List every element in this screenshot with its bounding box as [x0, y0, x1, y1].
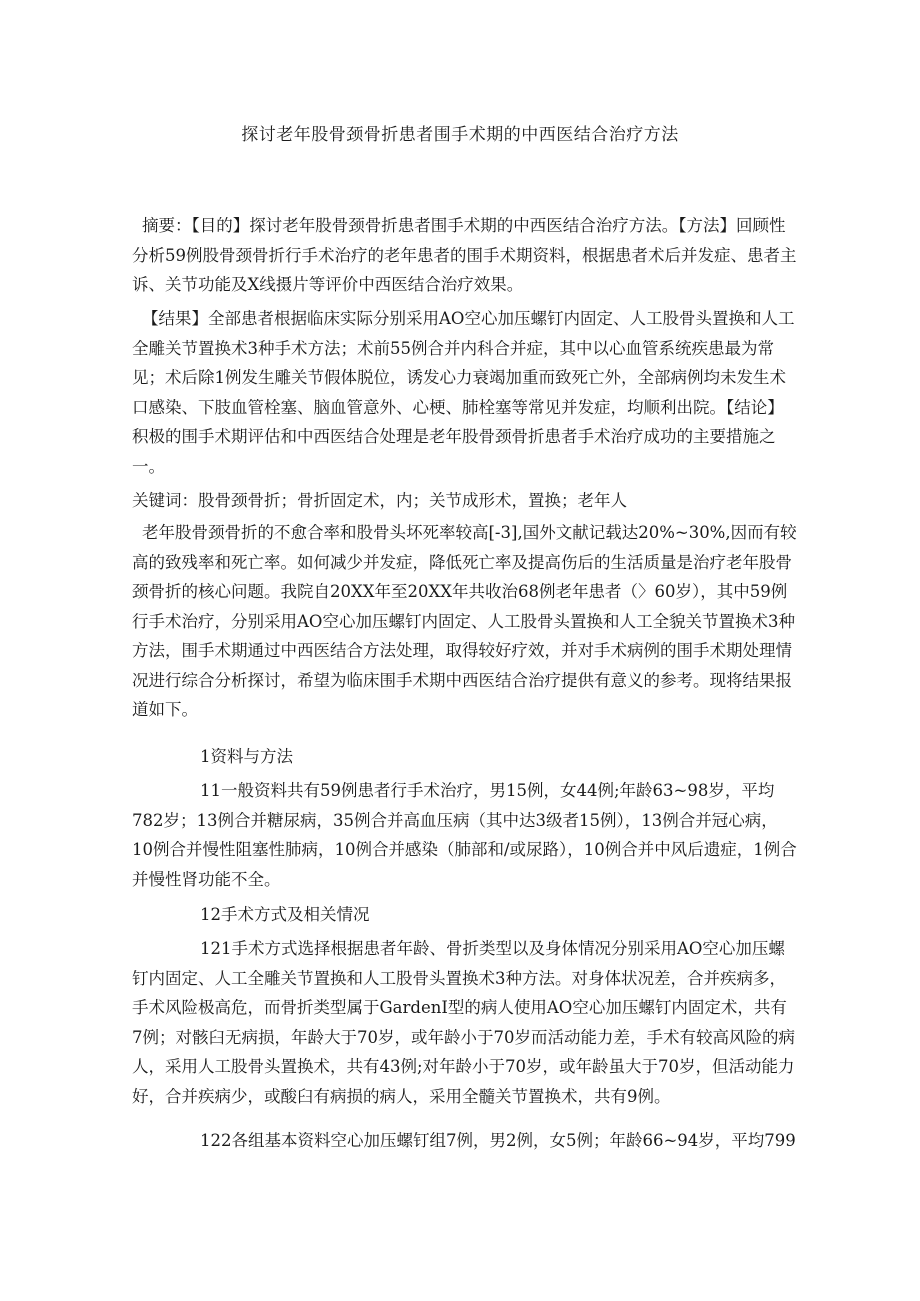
paper-title: 探讨老年股骨颈骨折患者围手术期的中西医结合治疗方法	[241, 125, 679, 145]
intro-paragraph	[132, 518, 797, 725]
section-heading-1	[132, 742, 797, 772]
abstract-text: 摘要：【目的】探讨老年股骨颈骨折患者围手术期的中西医结合治疗方法。【方法】回顾性分析59例股骨颈骨折行手术治疗的老年患者的围手术期资料，根据患者术后并发症、患者主诉、关节功能及X线摄片等评价中西医结合治疗效果。	[132, 216, 797, 294]
section-heading-1-2	[132, 900, 797, 930]
results-paragraph	[132, 304, 797, 481]
paragraph-1-2-1	[132, 934, 797, 1111]
section-1-title: 1资料与方法	[200, 747, 293, 766]
paragraph-1-1	[132, 776, 797, 894]
results-text: 【结果】全部患者根据临床实际分别采用AO空心加压螺钉内固定、人工股骨头置换和人工全雕关节置换术3种手术方法；术前55例合并内科合并症，其中以心血管系统疾患最为常见；术后除1例发生雕关节假体脱位，诱发心力衰竭加重而致死亡外，全部病例均未发生术口感染、下肢血管栓塞、脑血管意外、心梗、肺栓塞等常见并发症，均顺利出院。【结论】积极的围手术期评估和中西医结合处理是老年股骨颈骨折患者手术治疗成功的主要措施之一。	[132, 309, 795, 476]
section-1-2-title: 12手术方式及相关情况	[200, 905, 370, 924]
keywords-line	[132, 486, 797, 516]
paragraph-1-2-2	[132, 1126, 797, 1156]
intro-text: 老年股骨颈骨折的不愈合率和股骨头坏死率较高[-3],国外文献记载达20%~30%,因而有较高的致残率和死亡率。如何减少并发症，降低死亡率及提高伤后的生活质量是治疗老年股骨颈骨折的核心问题。我院自20XX年至20XX年共收治68例老年患者（〉60岁），其中59例行手术治疗，分别采用AO空心加压螺钉内固定、人工股骨头置换和人工全貌关节置换术3种方法，围手术期通过中西医结合方法处理，取得较好疗效，并对手术病例的围手术期处理情况进行综合分析探讨，希望为临床围手术期中西医结合治疗提供有意义的参考。现将结果报道如下。	[132, 523, 797, 719]
paragraph-1-2-1-text: 121手术方式选择根据患者年龄、骨折类型以及身体情况分别采用AO空心加压螺钉内固定、人工全雕关节置换和人工股骨头置换术3种方法。对身体状况差，合并疾病多，手术风险极高危，而骨折类型属于GardenI型的病人使用AO空心加压螺钉内固定术，共有7例；对骸臼无病损，年龄大于70岁，或年龄小于70岁而活动能力差，手术有较高风险的病人，采用人工股骨头置换术，共有43例;对年龄小于70岁，或年龄虽大于70岁，但活动能力好，合并疾病少，或酸臼有病损的病人，采用全髓关节置换术，共有9例。	[132, 939, 795, 1106]
paragraph-1-1-text: 11一般资料共有59例患者行手术治疗，男15例，女44例;年龄63~98岁，平均782岁；13例合并糖尿病，35例合并高血压病（其中达3级者15例），13例合并冠心病，10例合并慢性阻塞性肺病，10例合并感染（肺部和/或尿路），10例合并中风后遗症，1例合并慢性肾功能不全。	[132, 781, 797, 889]
abstract-paragraph	[132, 211, 797, 300]
paragraph-1-2-2-text: 122各组基本资料空心加压螺钉组7例，男2例，女5例；年龄66~94岁，平均799	[200, 1131, 796, 1150]
keywords-text: 关键词：股骨颈骨折；骨折固定术，内；关节成形术，置换；老年人	[132, 491, 627, 510]
